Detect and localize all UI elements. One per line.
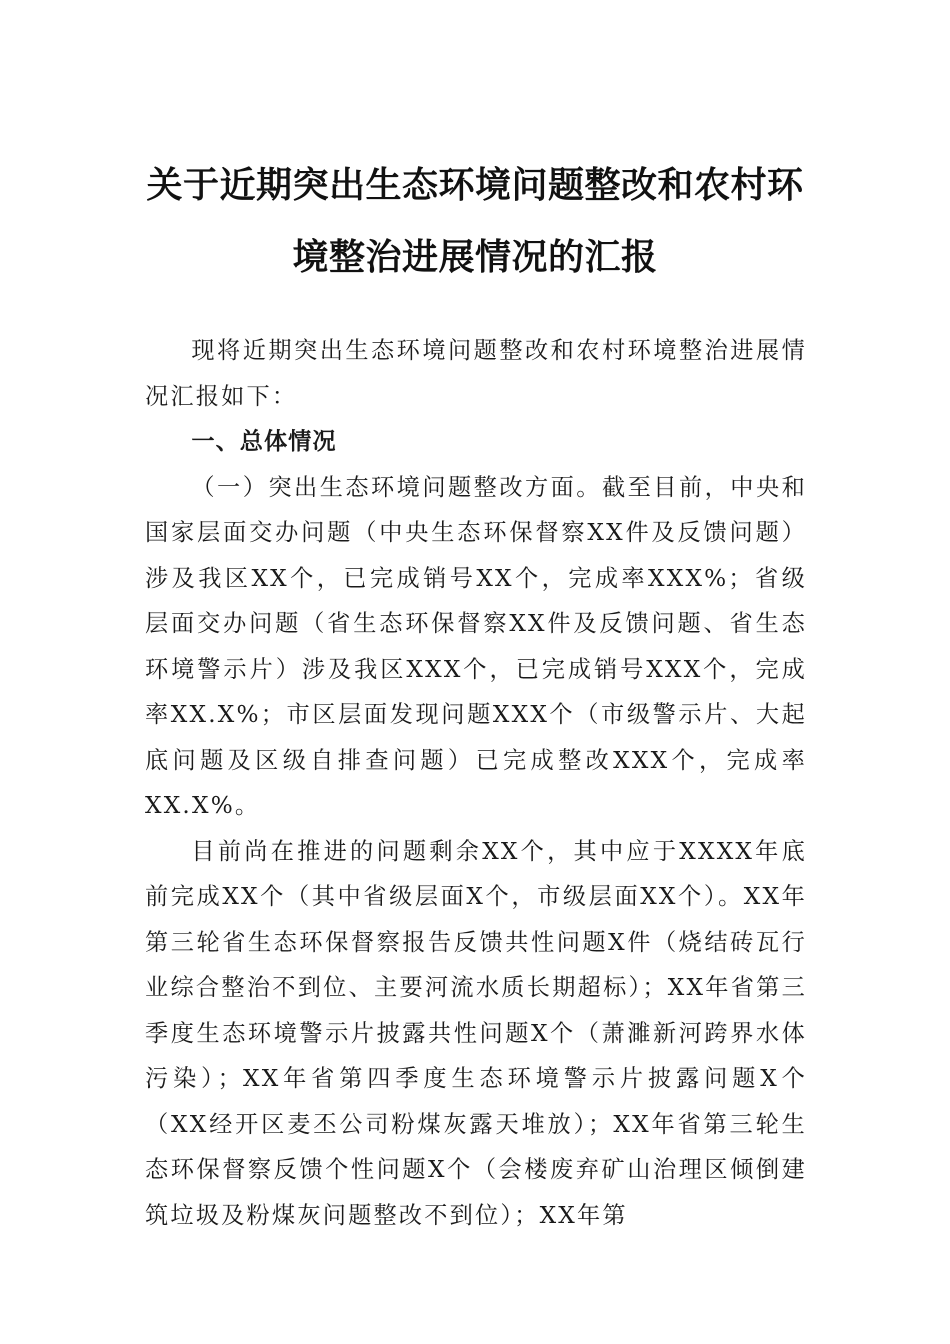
subsection-paragraph (145, 465, 807, 829)
subsection-text: 截至目前，中央和国家层面交办问题（中央生态环保督察XX件及反馈问题）涉及我区XX个，已完成销号XX个，完成率XXX%；省级层面交办问题（省生态环保督察XX件及反馈问题、省生态环境警示片）涉及我区XXX个，已完成销号XXX个，完成率XX.X%；市区层面发现问题XXX个（市级警示片、大起底问题及区级自排查问题）已完成整改XXX个，完成率XX.X%。 (145, 473, 807, 819)
section-heading: 一、总体情况 (191, 428, 337, 455)
document-title (145, 150, 805, 294)
intro-paragraph: 现将近期突出生态环境问题整改和农村环境整治进展情况汇报如下： (145, 337, 807, 410)
title-line-1: 关于近期突出生态环境问题整改和农村环 (146, 165, 804, 206)
title-line-2: 境整治进展情况的汇报 (292, 237, 658, 278)
document-body (145, 328, 807, 1238)
subsection-label: （一）突出生态环境问题整改方面。 (191, 473, 602, 501)
progress-paragraph: 目前尚在推进的问题剩余XX个，其中应于XXXX年底前完成XX个（其中省级层面X个，市级层面XX个）。XX年第三轮省生态环保督察报告反馈共性问题X件（烧结砖瓦行业综合整治不到位、主要河流水质长期超标）；XX年省第三季度生态环境警示片披露共性问题X个（萧濉新河跨界水体污染）；XX年省第四季度生态环境警示片披露问题X个（XX经开区麦丕公司粉煤灰露天堆放）；XX年省第三轮生态环保督察反馈个性问题X个（会楼废弃矿山治理区倾倒建筑垃圾及粉煤灰问题整改不到位）；XX年第 (145, 837, 807, 1229)
